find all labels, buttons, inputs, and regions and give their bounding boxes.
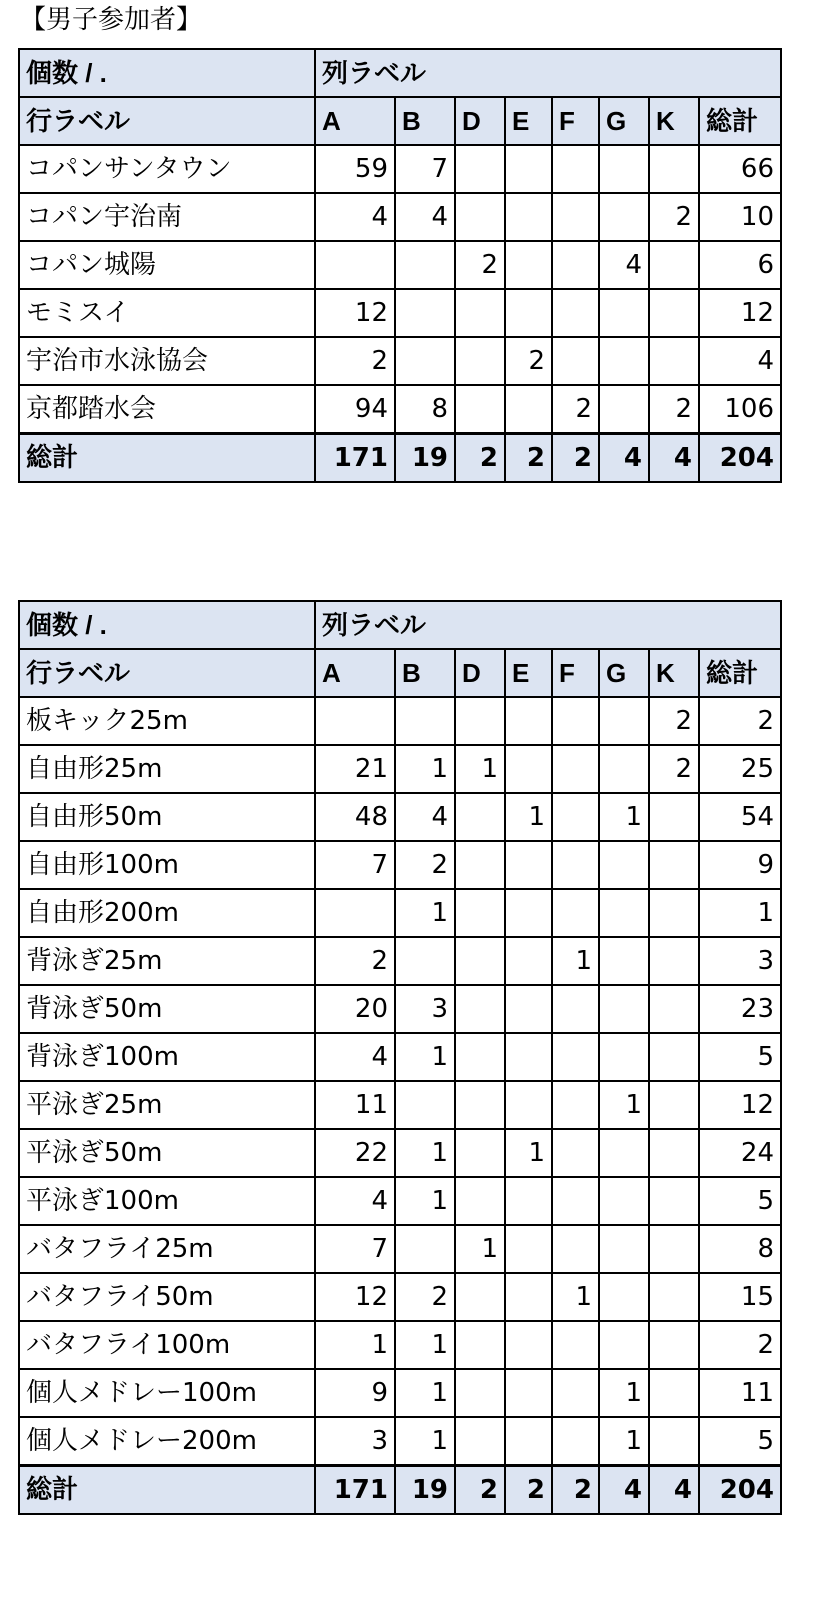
value-cell bbox=[552, 1417, 599, 1466]
value-cell: 1 bbox=[395, 745, 455, 793]
table-row bbox=[19, 1321, 781, 1369]
value-cell bbox=[599, 841, 649, 889]
row-label: コパンサンタウン bbox=[19, 145, 315, 193]
value-cell bbox=[455, 985, 505, 1033]
value-cell bbox=[552, 337, 599, 385]
table-row bbox=[19, 889, 781, 937]
row-total-cell: 66 bbox=[699, 145, 781, 193]
table-row bbox=[19, 385, 781, 434]
value-cell: 2 bbox=[649, 745, 699, 793]
value-cell: 1 bbox=[505, 1129, 552, 1177]
table-row bbox=[19, 1129, 781, 1177]
table-row bbox=[19, 1081, 781, 1129]
row-total-cell: 3 bbox=[699, 937, 781, 985]
row-label: 平泳ぎ25m bbox=[19, 1081, 315, 1129]
value-cell bbox=[315, 889, 395, 937]
table-row bbox=[19, 193, 781, 241]
value-cell bbox=[395, 1081, 455, 1129]
value-cell: 1 bbox=[599, 1369, 649, 1417]
value-cell bbox=[552, 1129, 599, 1177]
column-total-cell: 4 bbox=[649, 434, 699, 483]
column-header: G bbox=[599, 97, 649, 145]
value-cell: 94 bbox=[315, 385, 395, 434]
value-cell bbox=[455, 793, 505, 841]
value-cell: 1 bbox=[395, 1033, 455, 1081]
value-cell bbox=[455, 1129, 505, 1177]
grand-total-label: 総計 bbox=[19, 1466, 315, 1515]
value-cell: 1 bbox=[552, 937, 599, 985]
value-cell bbox=[505, 1321, 552, 1369]
value-cell: 1 bbox=[395, 1321, 455, 1369]
column-total-cell: 4 bbox=[599, 434, 649, 483]
value-cell: 9 bbox=[315, 1369, 395, 1417]
value-cell: 1 bbox=[599, 793, 649, 841]
table-row bbox=[19, 745, 781, 793]
grand-total-cell: 204 bbox=[699, 434, 781, 483]
value-cell bbox=[505, 145, 552, 193]
value-cell: 1 bbox=[455, 1225, 505, 1273]
value-cell bbox=[455, 145, 505, 193]
value-cell bbox=[505, 1081, 552, 1129]
header-row-columns bbox=[19, 649, 781, 697]
row-labels-header: 行ラベル bbox=[19, 649, 315, 697]
column-header: B bbox=[395, 97, 455, 145]
row-label: コパン宇治南 bbox=[19, 193, 315, 241]
value-cell: 12 bbox=[315, 1273, 395, 1321]
value-cell bbox=[455, 841, 505, 889]
value-cell bbox=[552, 793, 599, 841]
value-cell: 48 bbox=[315, 793, 395, 841]
value-cell: 2 bbox=[395, 1273, 455, 1321]
value-cell bbox=[599, 1321, 649, 1369]
column-header: B bbox=[395, 649, 455, 697]
table-row bbox=[19, 1369, 781, 1417]
row-label: 板キック25m bbox=[19, 697, 315, 745]
row-total-cell: 15 bbox=[699, 1273, 781, 1321]
row-total-cell: 5 bbox=[699, 1177, 781, 1225]
column-header: A bbox=[315, 649, 395, 697]
column-total-cell: 2 bbox=[505, 434, 552, 483]
value-cell bbox=[395, 1225, 455, 1273]
value-cell: 1 bbox=[395, 1417, 455, 1466]
value-cell: 2 bbox=[395, 841, 455, 889]
row-total-cell: 106 bbox=[699, 385, 781, 434]
value-cell: 3 bbox=[315, 1417, 395, 1466]
value-cell bbox=[505, 1033, 552, 1081]
column-header: D bbox=[455, 649, 505, 697]
value-cell bbox=[599, 1177, 649, 1225]
value-cell bbox=[455, 889, 505, 937]
column-labels-header: 列ラベル bbox=[315, 49, 781, 97]
value-cell bbox=[599, 1273, 649, 1321]
value-cell bbox=[395, 337, 455, 385]
pivot-table-clubs bbox=[18, 48, 782, 483]
table-row bbox=[19, 337, 781, 385]
row-label: 個人メドレー200m bbox=[19, 1417, 315, 1466]
value-cell bbox=[455, 1417, 505, 1466]
value-cell bbox=[649, 289, 699, 337]
value-cell: 1 bbox=[599, 1417, 649, 1466]
value-cell bbox=[505, 1369, 552, 1417]
value-cell: 4 bbox=[599, 241, 649, 289]
corner-cell: 個数 / . bbox=[19, 601, 315, 649]
value-cell bbox=[599, 289, 649, 337]
value-cell bbox=[649, 889, 699, 937]
value-cell: 8 bbox=[395, 385, 455, 434]
column-header: E bbox=[505, 649, 552, 697]
value-cell bbox=[455, 385, 505, 434]
value-cell: 4 bbox=[315, 1177, 395, 1225]
value-cell bbox=[455, 1033, 505, 1081]
value-cell bbox=[649, 337, 699, 385]
column-total-cell: 19 bbox=[395, 1466, 455, 1515]
value-cell: 1 bbox=[315, 1321, 395, 1369]
row-label: モミスイ bbox=[19, 289, 315, 337]
value-cell: 2 bbox=[315, 337, 395, 385]
value-cell: 59 bbox=[315, 145, 395, 193]
value-cell: 2 bbox=[649, 193, 699, 241]
value-cell bbox=[315, 241, 395, 289]
value-cell: 2 bbox=[552, 385, 599, 434]
value-cell bbox=[552, 145, 599, 193]
column-total-cell: 2 bbox=[552, 434, 599, 483]
value-cell bbox=[649, 1225, 699, 1273]
value-cell: 2 bbox=[649, 385, 699, 434]
row-label: 京都踏水会 bbox=[19, 385, 315, 434]
value-cell bbox=[505, 745, 552, 793]
value-cell bbox=[649, 937, 699, 985]
column-header: F bbox=[552, 649, 599, 697]
value-cell bbox=[599, 193, 649, 241]
corner-cell: 個数 / . bbox=[19, 49, 315, 97]
row-total-cell: 25 bbox=[699, 745, 781, 793]
column-total-cell: 2 bbox=[455, 1466, 505, 1515]
value-cell bbox=[455, 337, 505, 385]
value-cell bbox=[395, 241, 455, 289]
value-cell bbox=[552, 1369, 599, 1417]
row-label: 背泳ぎ100m bbox=[19, 1033, 315, 1081]
column-header: K bbox=[649, 97, 699, 145]
row-label: バタフライ100m bbox=[19, 1321, 315, 1369]
row-label: 自由形25m bbox=[19, 745, 315, 793]
header-row-top bbox=[19, 49, 781, 97]
table-row bbox=[19, 841, 781, 889]
value-cell bbox=[649, 1177, 699, 1225]
value-cell bbox=[552, 241, 599, 289]
column-header: A bbox=[315, 97, 395, 145]
value-cell bbox=[599, 889, 649, 937]
row-label: バタフライ50m bbox=[19, 1273, 315, 1321]
value-cell bbox=[505, 1273, 552, 1321]
total-column-header: 総計 bbox=[699, 649, 781, 697]
value-cell bbox=[455, 1177, 505, 1225]
value-cell bbox=[395, 289, 455, 337]
header-row-top bbox=[19, 601, 781, 649]
value-cell bbox=[599, 1033, 649, 1081]
value-cell bbox=[552, 1081, 599, 1129]
value-cell bbox=[505, 841, 552, 889]
value-cell bbox=[599, 145, 649, 193]
row-total-cell: 23 bbox=[699, 985, 781, 1033]
value-cell: 20 bbox=[315, 985, 395, 1033]
value-cell bbox=[395, 937, 455, 985]
row-total-cell: 2 bbox=[699, 1321, 781, 1369]
value-cell bbox=[455, 1273, 505, 1321]
value-cell: 1 bbox=[395, 889, 455, 937]
value-cell bbox=[599, 385, 649, 434]
value-cell bbox=[599, 337, 649, 385]
value-cell bbox=[505, 697, 552, 745]
value-cell bbox=[455, 1081, 505, 1129]
table-row bbox=[19, 697, 781, 745]
value-cell bbox=[552, 1177, 599, 1225]
value-cell bbox=[649, 841, 699, 889]
grand-total-cell: 204 bbox=[699, 1466, 781, 1515]
row-total-cell: 1 bbox=[699, 889, 781, 937]
value-cell bbox=[649, 1081, 699, 1129]
column-header: F bbox=[552, 97, 599, 145]
value-cell bbox=[505, 241, 552, 289]
header-row-columns bbox=[19, 97, 781, 145]
value-cell bbox=[649, 793, 699, 841]
table-row bbox=[19, 1273, 781, 1321]
row-label: 背泳ぎ50m bbox=[19, 985, 315, 1033]
value-cell bbox=[599, 745, 649, 793]
column-total-cell: 2 bbox=[505, 1466, 552, 1515]
value-cell bbox=[552, 193, 599, 241]
value-cell: 4 bbox=[395, 193, 455, 241]
table-row bbox=[19, 241, 781, 289]
value-cell bbox=[599, 697, 649, 745]
grand-total-label: 総計 bbox=[19, 434, 315, 483]
column-labels-header: 列ラベル bbox=[315, 601, 781, 649]
value-cell: 4 bbox=[315, 193, 395, 241]
value-cell bbox=[599, 937, 649, 985]
row-total-cell: 5 bbox=[699, 1033, 781, 1081]
column-total-cell: 19 bbox=[395, 434, 455, 483]
table-row bbox=[19, 145, 781, 193]
grand-total-row bbox=[19, 1466, 781, 1515]
value-cell: 22 bbox=[315, 1129, 395, 1177]
value-cell: 1 bbox=[455, 745, 505, 793]
column-total-cell: 171 bbox=[315, 1466, 395, 1515]
table-row bbox=[19, 937, 781, 985]
column-header: K bbox=[649, 649, 699, 697]
row-total-cell: 5 bbox=[699, 1417, 781, 1466]
value-cell: 2 bbox=[505, 337, 552, 385]
value-cell bbox=[552, 1033, 599, 1081]
section-title: 【男子参加者】 bbox=[20, 5, 203, 35]
column-total-cell: 4 bbox=[599, 1466, 649, 1515]
value-cell: 12 bbox=[315, 289, 395, 337]
row-label: 平泳ぎ100m bbox=[19, 1177, 315, 1225]
row-total-cell: 12 bbox=[699, 289, 781, 337]
value-cell: 7 bbox=[395, 145, 455, 193]
value-cell bbox=[455, 697, 505, 745]
value-cell: 1 bbox=[552, 1273, 599, 1321]
value-cell bbox=[649, 985, 699, 1033]
column-header: D bbox=[455, 97, 505, 145]
row-total-cell: 4 bbox=[699, 337, 781, 385]
row-total-cell: 10 bbox=[699, 193, 781, 241]
value-cell bbox=[395, 697, 455, 745]
value-cell: 1 bbox=[395, 1369, 455, 1417]
row-labels-header: 行ラベル bbox=[19, 97, 315, 145]
value-cell bbox=[552, 289, 599, 337]
value-cell: 7 bbox=[315, 1225, 395, 1273]
column-total-cell: 2 bbox=[552, 1466, 599, 1515]
value-cell bbox=[552, 697, 599, 745]
row-total-cell: 11 bbox=[699, 1369, 781, 1417]
value-cell bbox=[552, 841, 599, 889]
value-cell bbox=[649, 241, 699, 289]
value-cell bbox=[505, 1225, 552, 1273]
grand-total-row bbox=[19, 434, 781, 483]
row-total-cell: 24 bbox=[699, 1129, 781, 1177]
value-cell: 4 bbox=[395, 793, 455, 841]
row-total-cell: 8 bbox=[699, 1225, 781, 1273]
row-label: 平泳ぎ50m bbox=[19, 1129, 315, 1177]
value-cell bbox=[455, 937, 505, 985]
value-cell bbox=[552, 985, 599, 1033]
value-cell: 11 bbox=[315, 1081, 395, 1129]
table-row bbox=[19, 985, 781, 1033]
value-cell bbox=[505, 289, 552, 337]
table-row bbox=[19, 793, 781, 841]
pivot-table-events bbox=[18, 600, 782, 1515]
value-cell bbox=[552, 745, 599, 793]
value-cell bbox=[505, 1177, 552, 1225]
row-label: 宇治市水泳協会 bbox=[19, 337, 315, 385]
table-row bbox=[19, 1177, 781, 1225]
column-total-cell: 171 bbox=[315, 434, 395, 483]
value-cell bbox=[649, 1321, 699, 1369]
value-cell: 1 bbox=[599, 1081, 649, 1129]
row-label: 個人メドレー100m bbox=[19, 1369, 315, 1417]
value-cell bbox=[505, 937, 552, 985]
value-cell: 1 bbox=[395, 1177, 455, 1225]
value-cell bbox=[649, 1273, 699, 1321]
value-cell bbox=[505, 889, 552, 937]
value-cell bbox=[552, 889, 599, 937]
value-cell bbox=[455, 289, 505, 337]
value-cell bbox=[505, 193, 552, 241]
row-label: 自由形200m bbox=[19, 889, 315, 937]
value-cell: 1 bbox=[505, 793, 552, 841]
value-cell: 1 bbox=[395, 1129, 455, 1177]
value-cell bbox=[649, 145, 699, 193]
value-cell bbox=[599, 1129, 649, 1177]
row-label: 自由形50m bbox=[19, 793, 315, 841]
row-label: バタフライ25m bbox=[19, 1225, 315, 1273]
column-header: G bbox=[599, 649, 649, 697]
table-row bbox=[19, 289, 781, 337]
value-cell bbox=[599, 985, 649, 1033]
row-total-cell: 12 bbox=[699, 1081, 781, 1129]
value-cell bbox=[599, 1225, 649, 1273]
row-total-cell: 9 bbox=[699, 841, 781, 889]
value-cell bbox=[505, 1417, 552, 1466]
row-label: コパン城陽 bbox=[19, 241, 315, 289]
value-cell: 3 bbox=[395, 985, 455, 1033]
value-cell bbox=[455, 1369, 505, 1417]
value-cell bbox=[505, 385, 552, 434]
row-label: 自由形100m bbox=[19, 841, 315, 889]
table-row bbox=[19, 1225, 781, 1273]
value-cell bbox=[649, 1417, 699, 1466]
value-cell bbox=[649, 1033, 699, 1081]
value-cell bbox=[649, 1369, 699, 1417]
value-cell: 2 bbox=[315, 937, 395, 985]
row-total-cell: 6 bbox=[699, 241, 781, 289]
value-cell: 2 bbox=[455, 241, 505, 289]
value-cell bbox=[315, 697, 395, 745]
row-total-cell: 2 bbox=[699, 697, 781, 745]
row-total-cell: 54 bbox=[699, 793, 781, 841]
value-cell: 7 bbox=[315, 841, 395, 889]
column-header: E bbox=[505, 97, 552, 145]
value-cell bbox=[649, 1129, 699, 1177]
value-cell bbox=[455, 1321, 505, 1369]
value-cell: 2 bbox=[649, 697, 699, 745]
table-row bbox=[19, 1417, 781, 1466]
total-column-header: 総計 bbox=[699, 97, 781, 145]
table-row bbox=[19, 1033, 781, 1081]
value-cell bbox=[552, 1321, 599, 1369]
value-cell: 21 bbox=[315, 745, 395, 793]
column-total-cell: 4 bbox=[649, 1466, 699, 1515]
value-cell bbox=[552, 1225, 599, 1273]
row-label: 背泳ぎ25m bbox=[19, 937, 315, 985]
value-cell: 4 bbox=[315, 1033, 395, 1081]
value-cell bbox=[455, 193, 505, 241]
value-cell bbox=[505, 985, 552, 1033]
column-total-cell: 2 bbox=[455, 434, 505, 483]
